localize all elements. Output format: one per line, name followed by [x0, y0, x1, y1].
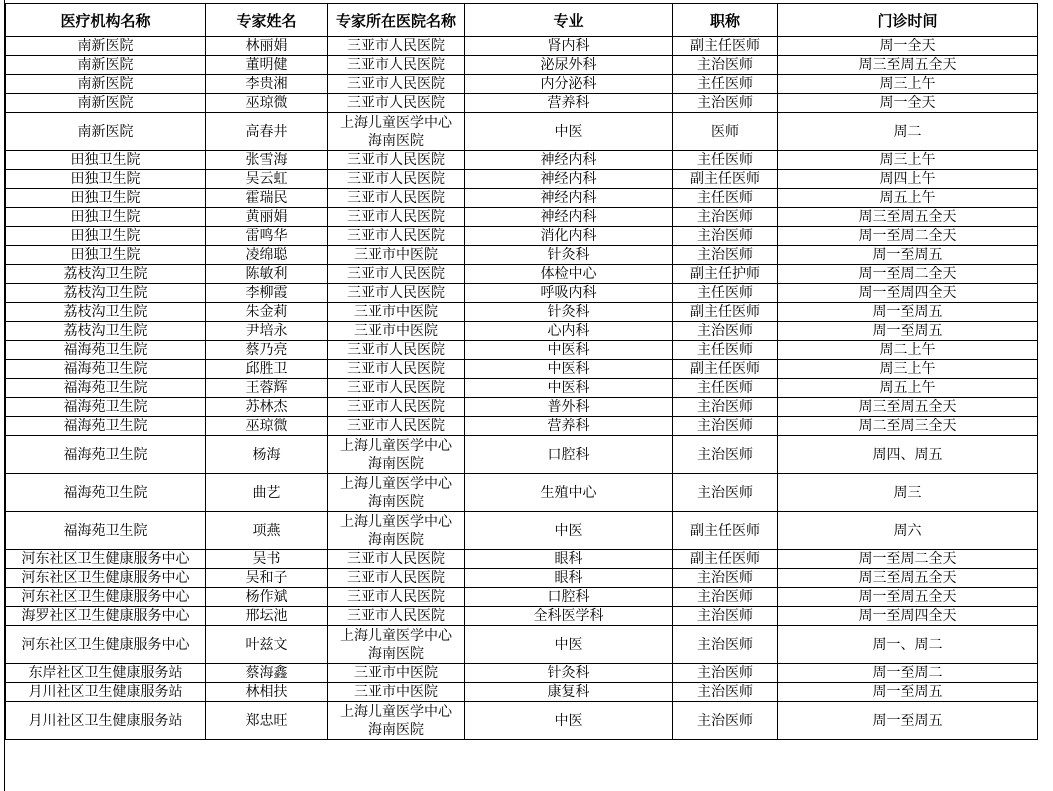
table-row	[6, 398, 1038, 417]
cell-hospital: 三亚市中医院	[328, 664, 465, 683]
cell-org: 田独卫生院	[6, 189, 206, 208]
cell-hospital: 三亚市人民医院	[328, 607, 465, 626]
cell-clinic-time: 周二至周三全天	[778, 417, 1038, 436]
cell-org: 荔枝沟卫生院	[6, 265, 206, 284]
cell-hospital: 三亚市人民医院	[328, 56, 465, 75]
cell-specialty: 眼科	[465, 550, 673, 569]
cell-hospital	[328, 626, 465, 664]
table-row	[6, 379, 1038, 398]
cell-org: 南新医院	[6, 75, 206, 94]
cell-expert-name: 林相扶	[206, 683, 328, 702]
cell-hospital-line2: 海南医院	[368, 645, 424, 662]
table-row	[6, 550, 1038, 569]
cell-org: 福海苑卫生院	[6, 379, 206, 398]
cell-hospital: 三亚市人民医院	[328, 417, 465, 436]
cell-clinic-time: 周一全天	[778, 94, 1038, 113]
table-row	[6, 512, 1038, 550]
table-row	[6, 246, 1038, 265]
cell-specialty: 针灸科	[465, 664, 673, 683]
cell-org: 福海苑卫生院	[6, 474, 206, 512]
cell-hospital: 三亚市人民医院	[328, 265, 465, 284]
cell-specialty: 针灸科	[465, 246, 673, 265]
cell-clinic-time: 周四上午	[778, 170, 1038, 189]
table-row	[6, 588, 1038, 607]
cell-hospital: 三亚市人民医院	[328, 569, 465, 588]
cell-specialty: 体检中心	[465, 265, 673, 284]
cell-clinic-time: 周一至周五全天	[778, 588, 1038, 607]
cell-title: 主治医师	[673, 702, 778, 740]
cell-title: 副主任医师	[673, 170, 778, 189]
cell-clinic-time: 周一、周二	[778, 626, 1038, 664]
cell-clinic-time: 周一至周四全天	[778, 284, 1038, 303]
cell-specialty: 泌尿外科	[465, 56, 673, 75]
table-row	[6, 702, 1038, 740]
cell-org: 月川社区卫生健康服务站	[6, 683, 206, 702]
cell-org: 福海苑卫生院	[6, 398, 206, 417]
cell-title: 主任医师	[673, 189, 778, 208]
cell-specialty: 中医	[465, 512, 673, 550]
table-row	[6, 151, 1038, 170]
table-body	[6, 37, 1038, 740]
cell-specialty: 中医科	[465, 360, 673, 379]
cell-org: 田独卫生院	[6, 208, 206, 227]
cell-expert-name: 霍瑞民	[206, 189, 328, 208]
cell-title: 主治医师	[673, 683, 778, 702]
cell-expert-name: 巫琼微	[206, 417, 328, 436]
cell-title: 主治医师	[673, 664, 778, 683]
cell-clinic-time: 周一至周五	[778, 683, 1038, 702]
cell-hospital-line1: 上海儿童医学中心	[340, 627, 452, 644]
cell-org: 福海苑卫生院	[6, 417, 206, 436]
cell-hospital	[328, 113, 465, 151]
cell-org: 田独卫生院	[6, 151, 206, 170]
table-row	[6, 626, 1038, 664]
cell-hospital	[328, 512, 465, 550]
cell-specialty: 中医	[465, 113, 673, 151]
cell-hospital: 三亚市中医院	[328, 246, 465, 265]
cell-hospital: 三亚市人民医院	[328, 398, 465, 417]
table-row	[6, 94, 1038, 113]
cell-expert-name: 吴云虹	[206, 170, 328, 189]
table-row	[6, 113, 1038, 151]
cell-clinic-time: 周三	[778, 474, 1038, 512]
cell-title: 主治医师	[673, 398, 778, 417]
cell-expert-name: 林丽娟	[206, 37, 328, 56]
cell-org: 河东社区卫生健康服务中心	[6, 626, 206, 664]
cell-clinic-time: 周三至周五全天	[778, 208, 1038, 227]
cell-org: 荔枝沟卫生院	[6, 322, 206, 341]
cell-title: 主治医师	[673, 474, 778, 512]
cell-hospital: 三亚市人民医院	[328, 341, 465, 360]
cell-title: 副主任护师	[673, 265, 778, 284]
cell-org: 南新医院	[6, 37, 206, 56]
cell-specialty: 生殖中心	[465, 474, 673, 512]
cell-title: 副主任医师	[673, 37, 778, 56]
cell-hospital: 三亚市人民医院	[328, 379, 465, 398]
cell-clinic-time: 周六	[778, 512, 1038, 550]
cell-specialty: 全科医学科	[465, 607, 673, 626]
cell-title: 主任医师	[673, 379, 778, 398]
cell-hospital-line1: 上海儿童医学中心	[340, 513, 452, 530]
cell-clinic-time: 周二上午	[778, 341, 1038, 360]
table-row	[6, 56, 1038, 75]
cell-specialty: 消化内科	[465, 227, 673, 246]
cell-specialty: 口腔科	[465, 588, 673, 607]
cell-clinic-time: 周一至周五	[778, 702, 1038, 740]
cell-expert-name: 吴和子	[206, 569, 328, 588]
table-row	[6, 360, 1038, 379]
cell-hospital: 三亚市中医院	[328, 303, 465, 322]
cell-expert-name: 凌绵聪	[206, 246, 328, 265]
cell-org: 荔枝沟卫生院	[6, 303, 206, 322]
table-row	[6, 189, 1038, 208]
cell-expert-name: 吴书	[206, 550, 328, 569]
cell-hospital: 三亚市人民医院	[328, 189, 465, 208]
cell-specialty: 肾内科	[465, 37, 673, 56]
cell-clinic-time: 周一至周二全天	[778, 227, 1038, 246]
header-title: 职称	[673, 4, 778, 37]
cell-clinic-time: 周一至周四全天	[778, 607, 1038, 626]
cell-expert-name: 叶兹文	[206, 626, 328, 664]
cell-hospital: 三亚市人民医院	[328, 227, 465, 246]
table-row	[6, 37, 1038, 56]
cell-hospital-line2: 海南医院	[368, 132, 424, 149]
cell-org: 田独卫生院	[6, 170, 206, 189]
cell-hospital: 三亚市人民医院	[328, 588, 465, 607]
cell-org: 南新医院	[6, 113, 206, 151]
cell-specialty: 针灸科	[465, 303, 673, 322]
cell-clinic-time: 周四、周五	[778, 436, 1038, 474]
cell-hospital-line2: 海南医院	[368, 721, 424, 738]
cell-title: 主治医师	[673, 246, 778, 265]
cell-title: 主任医师	[673, 75, 778, 94]
cell-expert-name: 邢坛池	[206, 607, 328, 626]
cell-title: 主治医师	[673, 322, 778, 341]
cell-org: 福海苑卫生院	[6, 341, 206, 360]
cell-expert-name: 蔡海鑫	[206, 664, 328, 683]
cell-hospital-line1: 上海儿童医学中心	[340, 703, 452, 720]
cell-clinic-time: 周三至周五全天	[778, 569, 1038, 588]
cell-expert-name: 杨作斌	[206, 588, 328, 607]
cell-title: 主治医师	[673, 56, 778, 75]
cell-hospital: 三亚市人民医院	[328, 284, 465, 303]
cell-clinic-time: 周一至周二全天	[778, 265, 1038, 284]
cell-hospital: 三亚市人民医院	[328, 360, 465, 379]
cell-org: 月川社区卫生健康服务站	[6, 702, 206, 740]
cell-hospital	[328, 436, 465, 474]
cell-org: 海罗社区卫生健康服务中心	[6, 607, 206, 626]
cell-expert-name: 杨海	[206, 436, 328, 474]
cell-expert-name: 张雪海	[206, 151, 328, 170]
table-row	[6, 227, 1038, 246]
header-hospital: 专家所在医院名称	[328, 4, 465, 37]
cell-specialty: 口腔科	[465, 436, 673, 474]
cell-hospital-line1: 上海儿童医学中心	[340, 475, 452, 492]
cell-specialty: 眼科	[465, 569, 673, 588]
table-row	[6, 265, 1038, 284]
table-row	[6, 322, 1038, 341]
cell-org: 田独卫生院	[6, 227, 206, 246]
table-row	[6, 474, 1038, 512]
cell-clinic-time: 周一全天	[778, 37, 1038, 56]
cell-hospital: 三亚市人民医院	[328, 208, 465, 227]
header-expert-name: 专家姓名	[206, 4, 328, 37]
cell-title: 主治医师	[673, 588, 778, 607]
header-specialty: 专业	[465, 4, 673, 37]
table-row	[6, 303, 1038, 322]
cell-hospital: 三亚市人民医院	[328, 94, 465, 113]
cell-hospital: 三亚市人民医院	[328, 170, 465, 189]
cell-clinic-time: 周一至周二全天	[778, 550, 1038, 569]
cell-expert-name: 李柳霞	[206, 284, 328, 303]
cell-specialty: 神经内科	[465, 189, 673, 208]
table-row	[6, 683, 1038, 702]
cell-title: 副主任医师	[673, 303, 778, 322]
cell-hospital-line2: 海南医院	[368, 493, 424, 510]
cell-title: 主治医师	[673, 436, 778, 474]
table-row	[6, 569, 1038, 588]
cell-title: 副主任医师	[673, 550, 778, 569]
cell-expert-name: 曲艺	[206, 474, 328, 512]
cell-title: 副主任医师	[673, 360, 778, 379]
cell-expert-name: 尹培永	[206, 322, 328, 341]
cell-clinic-time: 周三至周五全天	[778, 398, 1038, 417]
cell-title: 医师	[673, 113, 778, 151]
table-row	[6, 75, 1038, 94]
cell-specialty: 神经内科	[465, 208, 673, 227]
cell-expert-name: 郑忠旺	[206, 702, 328, 740]
cell-org: 南新医院	[6, 56, 206, 75]
cell-clinic-time: 周三上午	[778, 360, 1038, 379]
cell-expert-name: 项燕	[206, 512, 328, 550]
cell-expert-name: 雷鸣华	[206, 227, 328, 246]
cell-hospital: 三亚市人民医院	[328, 75, 465, 94]
cell-org: 荔枝沟卫生院	[6, 284, 206, 303]
cell-clinic-time: 周三上午	[778, 75, 1038, 94]
cell-expert-name: 苏林杰	[206, 398, 328, 417]
cell-hospital-line1: 上海儿童医学中心	[340, 114, 452, 131]
cell-hospital	[328, 474, 465, 512]
cell-specialty: 心内科	[465, 322, 673, 341]
cell-hospital	[328, 702, 465, 740]
cell-org: 河东社区卫生健康服务中心	[6, 550, 206, 569]
cell-specialty: 营养科	[465, 417, 673, 436]
cell-org: 田独卫生院	[6, 246, 206, 265]
cell-hospital: 三亚市中医院	[328, 683, 465, 702]
cell-expert-name: 董明健	[206, 56, 328, 75]
cell-clinic-time: 周二	[778, 113, 1038, 151]
cell-expert-name: 王蓉辉	[206, 379, 328, 398]
table-row	[6, 341, 1038, 360]
cell-title: 副主任医师	[673, 512, 778, 550]
cell-specialty: 呼吸内科	[465, 284, 673, 303]
cell-specialty: 中医科	[465, 379, 673, 398]
cell-title: 主任医师	[673, 151, 778, 170]
cell-hospital: 三亚市人民医院	[328, 37, 465, 56]
cell-hospital-line1: 上海儿童医学中心	[340, 437, 452, 454]
cell-title: 主治医师	[673, 569, 778, 588]
cell-hospital: 三亚市中医院	[328, 322, 465, 341]
header-org: 医疗机构名称	[6, 4, 206, 37]
table-row	[6, 664, 1038, 683]
cell-title: 主治医师	[673, 417, 778, 436]
cell-org: 南新医院	[6, 94, 206, 113]
cell-title: 主治医师	[673, 607, 778, 626]
cell-specialty: 中医	[465, 702, 673, 740]
table-row	[6, 284, 1038, 303]
cell-expert-name: 朱金莉	[206, 303, 328, 322]
table-row	[6, 607, 1038, 626]
cell-org: 福海苑卫生院	[6, 512, 206, 550]
table-row	[6, 208, 1038, 227]
table-row	[6, 436, 1038, 474]
table-header-row	[6, 4, 1038, 37]
cell-org: 河东社区卫生健康服务中心	[6, 588, 206, 607]
table-row	[6, 417, 1038, 436]
cell-clinic-time: 周五上午	[778, 379, 1038, 398]
cell-specialty: 营养科	[465, 94, 673, 113]
cell-hospital-line2: 海南医院	[368, 455, 424, 472]
cell-expert-name: 陈敏利	[206, 265, 328, 284]
cell-clinic-time: 周三至周五全天	[778, 56, 1038, 75]
cell-specialty: 神经内科	[465, 151, 673, 170]
cell-org: 福海苑卫生院	[6, 360, 206, 379]
cell-specialty: 神经内科	[465, 170, 673, 189]
cell-title: 主任医师	[673, 284, 778, 303]
cell-org: 福海苑卫生院	[6, 436, 206, 474]
cell-org: 河东社区卫生健康服务中心	[6, 569, 206, 588]
cell-specialty: 康复科	[465, 683, 673, 702]
cell-specialty: 内分泌科	[465, 75, 673, 94]
cell-hospital-line2: 海南医院	[368, 531, 424, 548]
cell-clinic-time: 周三上午	[778, 151, 1038, 170]
cell-org: 东岸社区卫生健康服务站	[6, 664, 206, 683]
header-clinic-time: 门诊时间	[778, 4, 1038, 37]
cell-specialty: 中医科	[465, 341, 673, 360]
expert-schedule-table	[5, 3, 1038, 740]
cell-title: 主治医师	[673, 208, 778, 227]
cell-expert-name: 黄丽娟	[206, 208, 328, 227]
cell-expert-name: 李贵湘	[206, 75, 328, 94]
table-row	[6, 170, 1038, 189]
cell-title: 主治医师	[673, 94, 778, 113]
cell-specialty: 中医	[465, 626, 673, 664]
cell-clinic-time: 周一至周五	[778, 303, 1038, 322]
cell-clinic-time: 周一至周五	[778, 246, 1038, 265]
cell-title: 主治医师	[673, 227, 778, 246]
cell-clinic-time: 周五上午	[778, 189, 1038, 208]
cell-expert-name: 蔡乃亮	[206, 341, 328, 360]
cell-expert-name: 邱胜卫	[206, 360, 328, 379]
cell-hospital: 三亚市人民医院	[328, 550, 465, 569]
cell-title: 主任医师	[673, 341, 778, 360]
cell-expert-name: 巫琼微	[206, 94, 328, 113]
cell-specialty: 普外科	[465, 398, 673, 417]
cell-clinic-time: 周一至周五	[778, 322, 1038, 341]
cell-hospital: 三亚市人民医院	[328, 151, 465, 170]
cell-title: 主治医师	[673, 626, 778, 664]
cell-expert-name: 高春井	[206, 113, 328, 151]
cell-clinic-time: 周一至周二	[778, 664, 1038, 683]
